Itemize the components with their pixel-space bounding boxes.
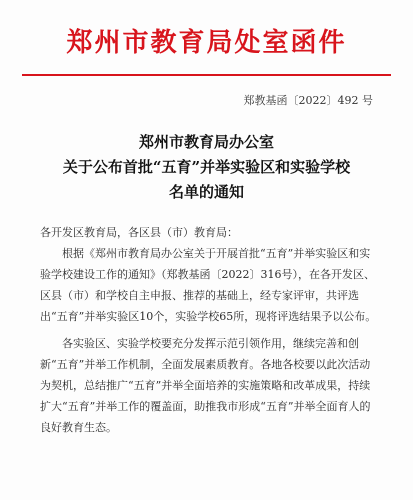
document-number: 郑教基函〔2022〕492 号 <box>243 94 373 107</box>
title-line-1: 郑州市教育局办公室 <box>138 133 274 151</box>
paragraph-2: 各实验区、实验学校要充分发挥示范引领作用，继续完善和创新“五育”并举工作机制，全面发展素质教育。各地各校要以此次活动为契机，总结推广“五育”并举全面培养的实施策略和改革成果，持续扩大“五育”并举工作的覆盖面，助推我市形成“五育”并举全面育人的良好教育生态。 <box>40 337 371 434</box>
letterhead-rule <box>22 74 391 76</box>
notice-title <box>0 130 413 205</box>
salutation: 各开发区教育局，各区县（市）教育局： <box>40 226 238 239</box>
title-line-2: 关于公布首批“五育”并举实验区和实验学校 <box>62 158 351 176</box>
letterhead-title: 郑州市教育局处室函件 <box>66 28 347 58</box>
title-line-3: 名单的通知 <box>168 183 244 201</box>
paragraph-1: 根据《郑州市教育局办公室关于开展首批“五育”并举实验区和实验学校建设工作的通知》（郑教基函〔2022〕316号），在各开发区、区县（市）和学校自主申报、推荐的基础上，经专家评审，共评选出“五育”并举实验区10个，实验学校65所，现将评选结果予以公布。 <box>40 247 377 323</box>
notice-body <box>40 222 380 438</box>
